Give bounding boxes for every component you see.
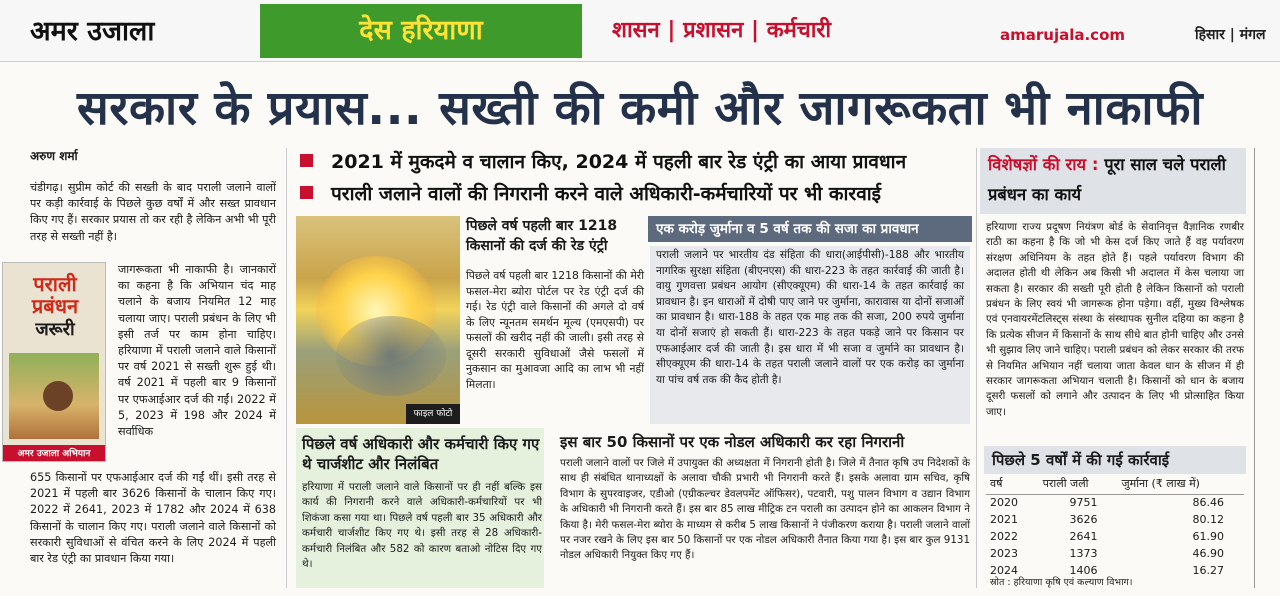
column-header: जुर्माना (₹ लाख में) xyxy=(1117,474,1244,494)
red-entry-title: पिछले वर्ष पहली बार 1218 किसानों की दर्ज की रेड एंट्री xyxy=(466,218,618,254)
main-headline: सरकार के प्रयास... सख्ती की कमी और जागरूकता भी नाकाफी xyxy=(76,81,1204,136)
table-row xyxy=(986,545,1244,562)
bullet-square-icon xyxy=(300,154,313,167)
nodal-officer-body: पराली जलाने वालों पर जिले में उपायुक्त की अध्यक्षता में निगरानी होती है। जिले में तैनात कृषि उप निदेशकों के साथ ही संबंधित थानाध्यक्षों के अलावा चौकी प्रभारी भी निगरानी करते हैं। इसके अलावा ग्राम सचिव, कृषि विभाग के सुपरवाइजर, एडीओ (एग्रीकल्चर डेवलपमेंट ऑफिसर), पटवारी, पशु पालन विभाग व उद्यान विभाग के अधिकारी भी निगरानी करते हैं। इस बार 85 लाख मीट्रिक टन पराली का उत्पादन होने का आकलन विभाग ने किया है। मेरी फसल-मेरा ब्योरा के माध्यम से करीब 5 लाख किसानों ने पंजीकरण कराया है। पराली जलाने वालों पर नजर रखने के लिए इस बार 50 किसानों पर एक नोडल अधिकारी तैनात किया गया है। इस बार कुल 9131 नोडल अधिकारी नियुक्त किए गए हैं। xyxy=(560,457,970,562)
expert-body: हरियाणा राज्य प्रदूषण नियंत्रण बोर्ड के सेवानिवृत्त वैज्ञानिक रणबीर राठी का कहना है कि जो भी केस दर्ज किए जाते हैं वह पर्यावरण संरक्षण अधिनियम के तहत होते हैं। पहले पर्यावरण विभाग की अदालत होती थी लेकिन अब किसी भी अदालत में केस चलाया जा सकता है। सरकार की सख्ती पूरी होती है लेकिन किसानों को पराली प्रबंधन के लिए स्वयं भी जागरूक होना पड़ेगा। वहीं, मुख्य विश्लेषक एवं एनवायरमेंटलिस्ट्स संस्था के संस्थापक सुनील दहिया का कहना है कि प्रत्येक सीजन में किसानों के साथ सीधे बात होनी चाहिए और उनसे भी सुझाव लिए जाने चाहिए। पराली प्रबंधन को लेकर सरकार की तरफ से नियमित अभियान नहीं चलाया जाता केवल धान के सीजन में ही सरकार जागरूकता अभियान चलाती है। किसानों को धान के बजाय दूसरी फसलों को लगाने और उत्पादन के लिए भी प्रोत्साहित किया जाए। xyxy=(986,221,1244,418)
table-cell: 2023 xyxy=(990,547,1018,560)
table-row xyxy=(986,528,1244,545)
campaign-badge xyxy=(2,262,106,462)
byline: अरुण शर्मा xyxy=(30,149,78,163)
table-cell: 1406 xyxy=(1069,564,1098,577)
table-source: स्रोत : हरियाणा कृषि एवं कल्याण विभाग। xyxy=(990,577,1133,588)
table-cell: 61.90 xyxy=(1192,530,1224,543)
table-cell: 16.27 xyxy=(1192,564,1224,577)
table-cell: 86.46 xyxy=(1192,496,1224,510)
table-cell: 1373 xyxy=(1069,547,1098,560)
section-title: देस हरियाणा xyxy=(260,4,582,58)
penalty-heading: एक करोड़ जुर्माना व 5 वर्ष तक की सजा का प्रावधान xyxy=(648,216,972,242)
stubble-fire-photo xyxy=(296,216,460,424)
expert-label: विशेषज्ञों की राय : xyxy=(988,155,1099,174)
expert-title: पूरा साल चले पराली प्रबंधन का कार्य xyxy=(988,155,1226,204)
subheadline-text: पराली जलाने वालों की निगरानी करने वाले अधिकारी-कर्मचारियों पर भी कारवाई xyxy=(331,183,882,205)
column-header: वर्ष xyxy=(986,474,1039,494)
subheadline xyxy=(300,182,881,206)
campaign-subtitle: जरूरी xyxy=(35,319,75,340)
expert-heading xyxy=(988,150,1240,210)
table-row xyxy=(986,494,1244,511)
suspension-body: हरियाणा में पराली जलाने वाले किसानों पर ही नहीं बल्कि इस कार्य की निगरानी करने वाले अधिकारी-कर्मचारियों पर भी शिकंजा कसा गया था। पिछले वर्ष पहली बार 35 अधिकारी और कर्मचारी चार्जशीट किए गए थे। इसी तरह से 28 अधिकारी-कर्मचारी निलंबित और 582 को कारण बताओ नोटिस दिए गए थे। xyxy=(302,481,542,571)
body-paragraph: जागरूकता भी नाकाफी है। जानकारों का कहना है कि अभियान चंद माह चलाने के बजाय नियमित 12 माह चलाया जाए। पराली प्रबंधन के लिए भी इसी तर्ज पर काम होना चाहिए। हरियाणा में पराली जलाने वाले किसानों पर वर्ष 2021 से सख्ती शुरू हुई थी। वर्ष 2021 में पहली बार 9 किसानों पर एफआईआर दर्ज की गईं। 2022 में 5, 2023 में 198 और 2024 में सर्वाधिक xyxy=(118,263,276,439)
body-paragraph: 655 किसानों पर एफआईआर दर्ज की गईं थीं। इसी तरह से 2021 में पहली बार 3626 किसानों के चालान किए गए। 2022 में 2641, 2023 में 1782 और 2024 में 638 किसानों के चालान किए गए। पराली जलाने वाले किसानों को सरकारी सुविधाओं से वंचित करने के लिए 2024 में पहली बार रेड एंट्री का प्रावधान किया गया। xyxy=(30,471,276,566)
table-header-row xyxy=(986,474,1244,494)
campaign-footer: अमर उजाला अभियान xyxy=(3,445,105,462)
website-link[interactable]: amarujala.com xyxy=(1000,26,1126,44)
table-row xyxy=(986,511,1244,528)
table-cell: 2021 xyxy=(990,513,1018,526)
table-cell: 9751 xyxy=(1069,496,1098,510)
red-entry-body: पिछले वर्ष पहली बार 1218 किसानों की मेरी फसल-मेरा ब्योरा पोर्टल पर रेड एंट्री दर्ज की गई। रेड एंट्री वाले किसानों की अगले दो वर्ष के लिए न्यूनतम समर्थन मूल्य (एमएसपी) पर फसलों की खरीद नहीं की जाली। इसी तरह से दूसरी सरकारी सुविधाओं जैसे फसलों में नुकसान का मुआवजा आदि का लाभ भी नहीं मिलता। xyxy=(466,269,644,391)
action-table-title: पिछले 5 वर्षों में की गई कार्रवाई xyxy=(984,446,1246,474)
table-cell: 2024 xyxy=(990,564,1018,577)
table-cell: 46.90 xyxy=(1192,547,1224,560)
subheadline xyxy=(300,150,906,174)
table-cell: 2020 xyxy=(990,496,1018,510)
adjacent-column-edge xyxy=(1254,148,1280,588)
newspaper-logo: अमर उजाला xyxy=(30,16,155,47)
edition-city: हिसार | मंगल xyxy=(1195,27,1266,43)
column-header: पराली जली xyxy=(1039,474,1118,494)
bullet-square-icon xyxy=(300,186,313,199)
action-table xyxy=(986,474,1244,579)
column-divider xyxy=(286,148,287,588)
suspension-title: पिछले वर्ष अधिकारी और कर्मचारी किए गए थे चार्जशीट और निलंबित xyxy=(302,435,540,473)
topic-strip: शासन | प्रशासन | कर्मचारी xyxy=(612,18,832,43)
nodal-officer-title: इस बार 50 किसानों पर एक नोडल अधिकारी कर रहा निगरानी xyxy=(560,433,905,451)
photo-credit: फाइल फोटो xyxy=(406,404,460,424)
table-cell: 2641 xyxy=(1069,530,1098,543)
penalty-body: पराली जलाने पर भारतीय दंड संहिता की धारा(आईपीसी)-188 और भारतीय नागरिक सुरक्षा संहिता (बीएनएस) की धारा-223 के तहत कार्रवाई की जाती है। वायु गुणवत्ता प्रबंधन आयोग (सीएक्यूएम) की धारा-14 के तहत कार्रवाई का प्रावधान है। इन धाराओं में दोषी पाए जाने पर जुर्माना, कारावास या दोनों सजाओं का प्रावधान है। धारा-188 के तहत एक माह तक की सजा, 200 रुपये जुर्माना या दोनों सजाएं हो सकती हैं। धारा-223 के तहत पकड़े जाने पर किसान पर एफआईआर दर्ज की जाती है। इस धारा में भी सजा व जुर्माने का प्रावधान है। सीएक्यूएम की धारा-14 के तहत पराली जलाने वालों पर एक करोड़ का जुर्माना या पांच वर्ष तक की कैद होती है। xyxy=(650,246,970,424)
smoke-cloud xyxy=(336,316,446,396)
table-cell: 2022 xyxy=(990,530,1018,543)
subheadline-text: 2021 में मुकदमे व चालान किए, 2024 में पहली बार रेड एंट्री का आया प्रावधान xyxy=(331,151,907,173)
intro-paragraph: चंडीगढ़। सुप्रीम कोर्ट की सख्ती के बाद पराली जलाने वालों पर कड़ी कार्रवाई के पिछले कुछ वर्षों में और सख्त प्रावधान किए गए हैं। सरकार प्रयास तो कर रही है लेकिन अभी भी पूरी तरह से सख्ती नहीं है। xyxy=(30,181,276,243)
column-divider xyxy=(976,148,977,588)
farmer-portrait xyxy=(43,381,73,411)
table-cell: 80.12 xyxy=(1192,513,1224,526)
campaign-title: पराली प्रबंधन xyxy=(31,272,79,318)
table-cell: 3626 xyxy=(1069,513,1098,526)
